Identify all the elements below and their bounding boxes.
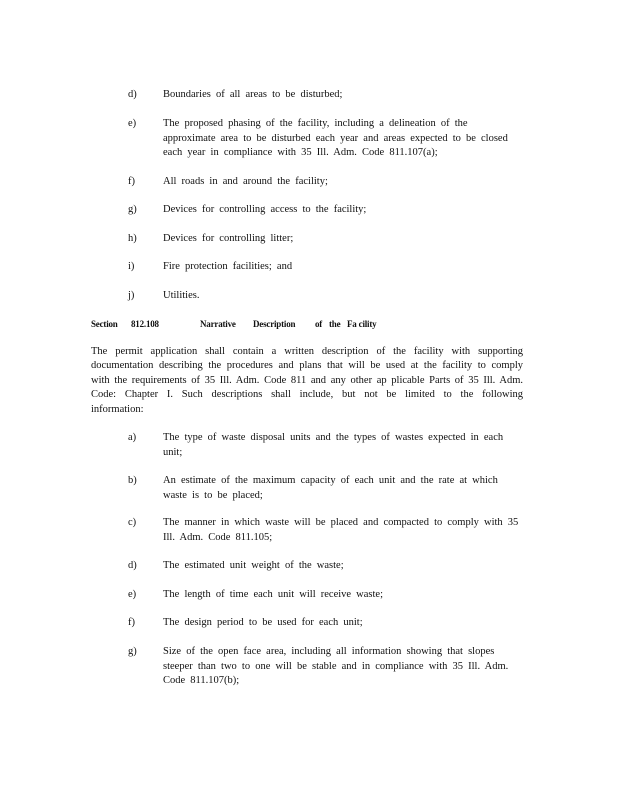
list-item-text: The design period to be used for each unit;: [163, 617, 363, 628]
list-item-letter: g): [128, 646, 137, 657]
list-item-letter: d): [128, 560, 137, 571]
list-item-text: Devices for controlling access to the facility;: [163, 204, 367, 215]
section-label: Section: [91, 319, 118, 329]
list-item-letter: e): [128, 118, 137, 129]
list-item-letter: a): [128, 432, 137, 443]
list-item-letter: f): [128, 617, 135, 628]
section-title-word: Narrative: [200, 319, 236, 329]
list-item-text: The type of waste disposal units and the types of wastes expected in each unit;: [163, 432, 504, 458]
list-item-letter: e): [128, 589, 137, 600]
list-item-text: Utilities.: [163, 290, 200, 301]
list-item-letter: d): [128, 89, 137, 100]
list-item-letter: c): [128, 517, 137, 528]
list-item-text: An estimate of the maximum capacity of each unit and the rate at which waste is to be placed;: [163, 475, 498, 501]
list-item-letter: b): [128, 475, 137, 486]
section-title-word: Fa cility: [347, 319, 377, 329]
section-title-word: of: [315, 319, 323, 329]
list-item-text: Boundaries of all areas to be disturbed;: [163, 89, 343, 100]
list-item-letter: f): [128, 176, 135, 187]
list-item-text: All roads in and around the facility;: [163, 176, 328, 187]
body-paragraph: The permit application shall contain a written description of the facility with supporting documentation describing the procedures and plans that will be used at the facility to comply with the requirements of 35 Ill. Adm. Code 811 and any other ap plicable Parts of 35 Ill. Adm. Code: Chapter I. Such descriptions shall include, but not be limited to the following information:: [91, 346, 523, 415]
section-title-word: Description: [253, 319, 296, 329]
list-item-text: Fire protection facilities; and: [163, 261, 293, 272]
list-item-text: Devices for controlling litter;: [163, 233, 294, 244]
section-title-word: the: [329, 319, 341, 329]
list-item-text: The length of time each unit will receive waste;: [163, 589, 384, 600]
list-item-text: Size of the open face area, including all information showing that slopes steeper than two to one will be stable and in compliance with 35 Ill. Adm. Code 811.107(b);: [163, 646, 509, 687]
list-item-text: The estimated unit weight of the waste;: [163, 560, 344, 571]
list-item-letter: j): [128, 290, 135, 301]
list-item-letter: g): [128, 204, 137, 215]
list-item-text: The manner in which waste will be placed and compacted to comply with 35 Ill. Adm. Code 811.105;: [163, 517, 519, 543]
section-number: 812.108: [131, 319, 159, 329]
list-item-letter: h): [128, 233, 137, 244]
list-item-letter: i): [128, 261, 135, 272]
list-item-text: The proposed phasing of the facility, including a delineation of the approximate area to be disturbed each year and areas expected to be closed each year in compliance with 35 Ill. Adm. Code 811.107(a);: [163, 118, 508, 159]
